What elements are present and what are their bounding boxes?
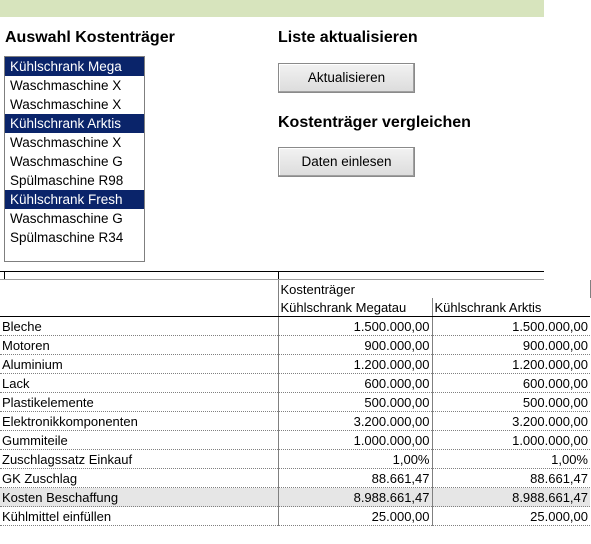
row-value: 8.988.661,47 [278, 488, 432, 507]
table-row [0, 488, 590, 507]
selection-title: Auswahl Kostenträger [5, 29, 175, 46]
row-value: 8.988.661,47 [432, 488, 590, 507]
row-value: 88.661,47 [432, 469, 590, 488]
list-item[interactable]: Waschmaschine X [10, 135, 122, 150]
row-label: Plastikelemente [0, 393, 278, 412]
update-button[interactable]: Aktualisieren [278, 63, 415, 93]
list-item[interactable]: Kühlschrank Arktis [5, 114, 144, 133]
top-band [0, 0, 544, 17]
row-label: Motoren [0, 336, 278, 355]
update-list-title: Liste aktualisieren [278, 29, 418, 46]
compare-title: Kostenträger vergleichen [278, 114, 471, 131]
section-divider [0, 271, 544, 272]
row-label: Lack [0, 374, 278, 393]
row-value: 1.000.000,00 [432, 431, 590, 450]
row-label: Gummiteile [0, 431, 278, 450]
cost-table [0, 279, 588, 544]
table-header-empty [0, 280, 278, 298]
row-value: 1.200.000,00 [278, 355, 432, 374]
table-row [0, 317, 590, 336]
table-row [0, 393, 590, 412]
list-item[interactable]: Spülmaschine R98 [10, 173, 124, 188]
row-value: 3.200.000,00 [278, 412, 432, 431]
row-value: 1,00% [432, 450, 590, 469]
load-data-button[interactable]: Daten einlesen [278, 147, 415, 177]
row-label: GK Zuschlag [0, 469, 278, 488]
row-label: Bleche [0, 317, 278, 336]
table-row [0, 412, 590, 431]
table-row [0, 355, 590, 374]
row-label: Zuschlagssatz Einkauf [0, 450, 278, 469]
cost-object-listbox[interactable] [4, 56, 145, 262]
row-value: 1.500.000,00 [278, 317, 432, 336]
row-value: 3.200.000,00 [432, 412, 590, 431]
row-value: 900.000,00 [278, 336, 432, 355]
table-row [0, 374, 590, 393]
list-item[interactable]: Waschmaschine G [10, 154, 123, 169]
row-value: 600.000,00 [278, 374, 432, 393]
row-value: 900.000,00 [432, 336, 590, 355]
row-value: 25.000,00 [432, 507, 590, 526]
column-header: Kühlschrank Megatau [278, 298, 432, 317]
row-value: 1.500.000,00 [432, 317, 590, 336]
table-row [0, 336, 590, 355]
list-item[interactable]: Spülmaschine R34 [10, 230, 124, 245]
table-header-empty [0, 298, 278, 317]
list-item[interactable]: Waschmaschine X [10, 97, 122, 112]
row-value: 500.000,00 [278, 393, 432, 412]
list-item[interactable]: Waschmaschine X [10, 78, 122, 93]
list-item[interactable]: Kühlschrank Mega [5, 57, 144, 76]
group-header: Kostenträger [278, 280, 590, 298]
table-row [0, 450, 590, 469]
row-label: Kühlmittel einfüllen [0, 507, 278, 526]
row-label: Kosten Beschaffung [0, 488, 278, 507]
row-value: 1.000.000,00 [278, 431, 432, 450]
row-value: 600.000,00 [432, 374, 590, 393]
list-item[interactable]: Waschmaschine G [10, 211, 123, 226]
row-value: 1.200.000,00 [432, 355, 590, 374]
table-row [0, 469, 590, 488]
row-label: Elektronikkomponenten [0, 412, 278, 431]
row-value: 25.000,00 [278, 507, 432, 526]
column-header: Kühlschrank Arktis [432, 298, 590, 317]
row-value: 1,00% [278, 450, 432, 469]
row-label: Aluminium [0, 355, 278, 374]
table-row [0, 431, 590, 450]
list-item[interactable]: Kühlschrank Fresh [5, 190, 144, 209]
row-value: 500.000,00 [432, 393, 590, 412]
row-value: 88.661,47 [278, 469, 432, 488]
table-row [0, 507, 590, 526]
